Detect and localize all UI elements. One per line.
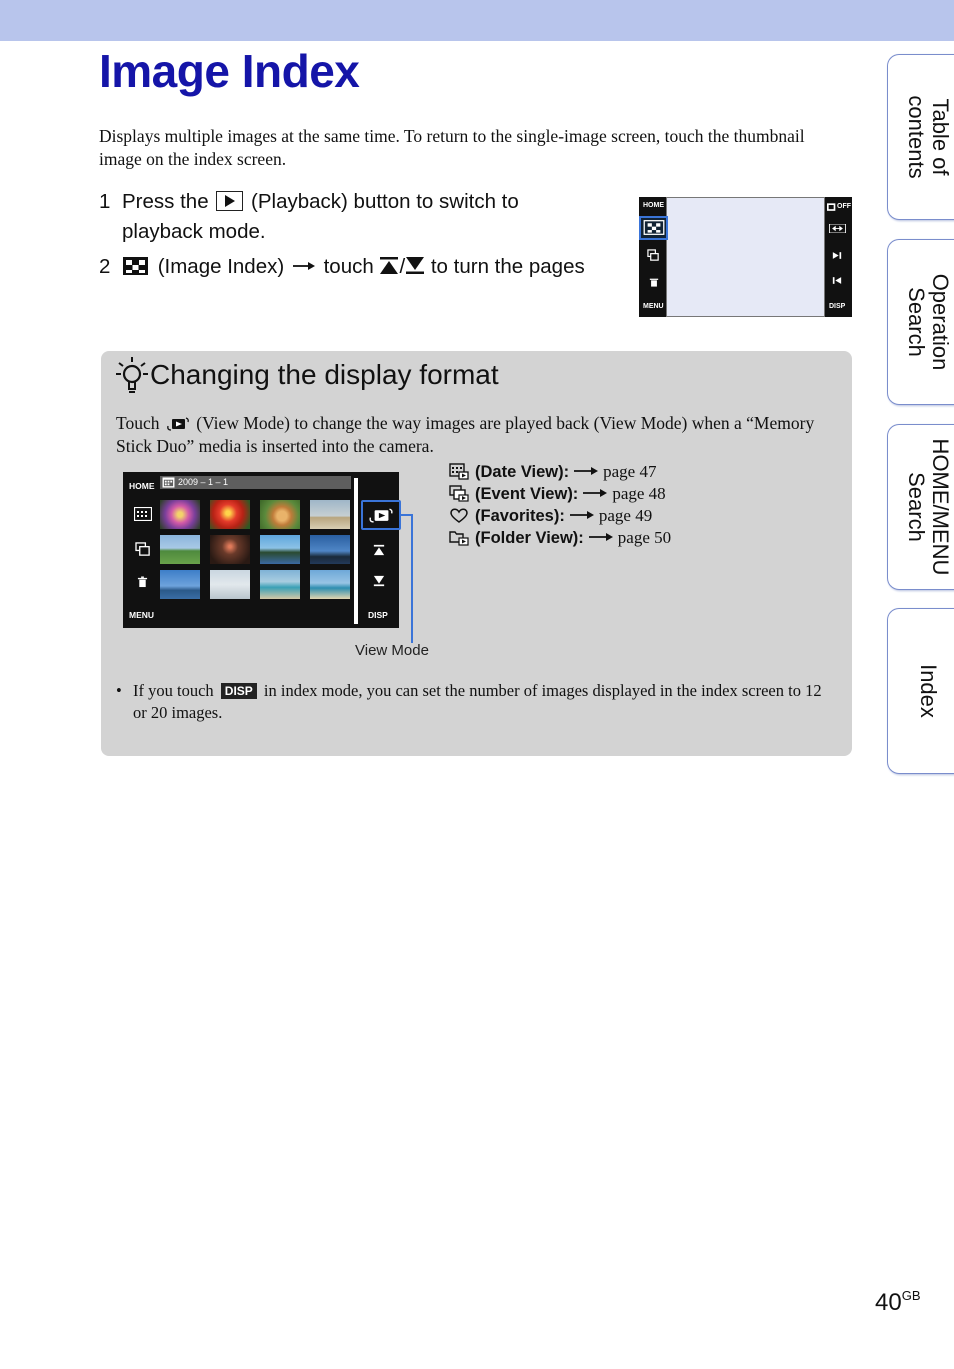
view-date-label: (Date View): (475, 463, 570, 481)
calendar-icon (162, 477, 175, 488)
folder-view-icon (449, 529, 469, 546)
tab-label: Search (903, 472, 929, 542)
disp-badge: DISP (221, 683, 257, 699)
arrow-right-icon (292, 260, 316, 272)
thumbnail-coast[interactable] (310, 570, 350, 599)
home-label: HOME (643, 202, 664, 209)
date-view-icon (449, 463, 469, 480)
step-2-slash: / (399, 255, 406, 278)
previous-image-icon (832, 276, 842, 285)
camera-screen-display (666, 197, 825, 317)
tip-paragraph (116, 412, 831, 458)
note-text-before: If you touch (133, 681, 214, 700)
page-number (875, 1288, 921, 1317)
trash-icon (649, 277, 659, 287)
top-bar (0, 0, 954, 41)
camera-screen-index (123, 472, 399, 628)
view-mode-icon (368, 507, 394, 524)
view-date-page[interactable]: page 47 (603, 462, 657, 481)
callout-line (411, 515, 413, 643)
step-1-number: 1 (99, 190, 111, 213)
page-number-value: 40 (875, 1289, 902, 1316)
page-down-icon[interactable] (373, 575, 385, 587)
thumbnail-beach-sky[interactable] (310, 500, 350, 529)
date-text: 2009 – 1 – 1 (178, 477, 229, 487)
thumbnail-palm-sea[interactable] (310, 535, 350, 564)
disp-label: DISP (368, 610, 388, 620)
tab-label: Index (915, 664, 941, 718)
view-favorites-label: (Favorites): (475, 507, 565, 525)
view-mode-icon (166, 416, 190, 432)
heart-icon (449, 507, 469, 524)
off-label: OFF (837, 203, 851, 210)
page-title: Image Index (99, 45, 360, 97)
view-item-event (449, 483, 671, 505)
view-folder-label: (Folder View): (475, 529, 584, 547)
step-1-text-after: (Playback) button to switch to (251, 190, 519, 213)
menu-label: MENU (129, 610, 155, 620)
arrow-right-icon (569, 510, 595, 520)
event-view-icon (449, 485, 469, 502)
step-2-touch: touch (323, 255, 374, 278)
step-2-end: to turn the pages (430, 255, 585, 278)
rotate-arrows-icon (829, 224, 846, 233)
next-image-icon (832, 251, 842, 260)
step-2-image-index-label: (Image Index) (157, 255, 285, 278)
thumbnail-telescope[interactable] (160, 570, 200, 599)
view-favorites-page[interactable]: page 49 (598, 506, 653, 525)
view-mode-button[interactable] (361, 500, 401, 530)
page-up-icon (379, 256, 399, 275)
intro-paragraph: Displays multiple images at the same time. To return to the single-image screen, touch the thumbnail image on the index screen. (99, 126, 805, 169)
tip-text-after: (View Mode) to change the way images are played back (View Mode) when a “Memory Stick Duo” media is inserted into the camera. (116, 413, 815, 456)
view-item-favorites (449, 505, 671, 527)
tab-label: Table of (927, 98, 953, 176)
thumbnail-lagoon[interactable] (260, 570, 300, 599)
tab-home-menu-search[interactable] (887, 424, 954, 590)
image-index-button-selected (639, 216, 668, 240)
thumbnail-night-lights[interactable] (210, 535, 250, 564)
page-up-icon[interactable] (373, 544, 385, 556)
arrow-right-icon (582, 488, 608, 498)
view-item-folder (449, 527, 671, 549)
step-1-text-before: Press the (122, 190, 209, 213)
trash-icon (137, 576, 148, 588)
arrow-right-icon (588, 532, 614, 542)
tab-label: Search (903, 287, 929, 357)
thumbnail-purple-flower[interactable] (160, 500, 200, 529)
tab-index[interactable] (887, 608, 954, 774)
home-label: HOME (129, 481, 155, 491)
image-index-icon (643, 219, 665, 236)
arrow-right-icon (573, 466, 599, 476)
tip-title: Changing the display format (150, 359, 499, 390)
thumbnail-tree-field[interactable] (160, 535, 200, 564)
view-event-label: (Event View): (475, 485, 579, 503)
thumbnail-palm-trees[interactable] (260, 535, 300, 564)
note-text-after: in index mode, you can set the number of images displayed in the index screen to 12 or 20 images. (133, 681, 822, 722)
view-mode-list (449, 461, 671, 549)
thumbnail-snow[interactable] (210, 570, 250, 599)
disp-label: DISP (829, 303, 846, 310)
display-off-icon (827, 203, 837, 212)
lightbulb-icon (115, 356, 149, 394)
tab-operation-search[interactable] (887, 239, 954, 405)
page-down-icon (405, 256, 425, 275)
view-mode-caption: View Mode (355, 642, 429, 659)
thumbnail-dog[interactable] (260, 500, 300, 529)
view-item-date (449, 461, 671, 483)
image-index-icon (122, 256, 149, 276)
bullet-dot: • (116, 681, 122, 700)
event-view-icon (135, 542, 152, 557)
playback-icon (216, 191, 243, 211)
view-event-page[interactable]: page 48 (612, 484, 666, 503)
tab-table-of-contents[interactable] (887, 54, 954, 220)
menu-label: MENU (643, 303, 664, 310)
tip-text-before: Touch (116, 413, 160, 433)
thumbnail-red-flower[interactable] (210, 500, 250, 529)
camera-screen-small (639, 197, 852, 317)
tab-label: contents (903, 95, 929, 179)
scrollbar[interactable] (354, 478, 358, 624)
view-folder-page[interactable]: page 50 (617, 528, 672, 547)
tab-label: Operation (927, 273, 953, 371)
step-2-number: 2 (99, 255, 111, 278)
tab-label: HOME/MENU (927, 438, 953, 576)
date-view-icon (134, 507, 152, 521)
page-number-suffix: GB (901, 1288, 921, 1303)
event-view-icon (647, 249, 660, 262)
step-1-text-line2: playback mode. (122, 220, 266, 243)
